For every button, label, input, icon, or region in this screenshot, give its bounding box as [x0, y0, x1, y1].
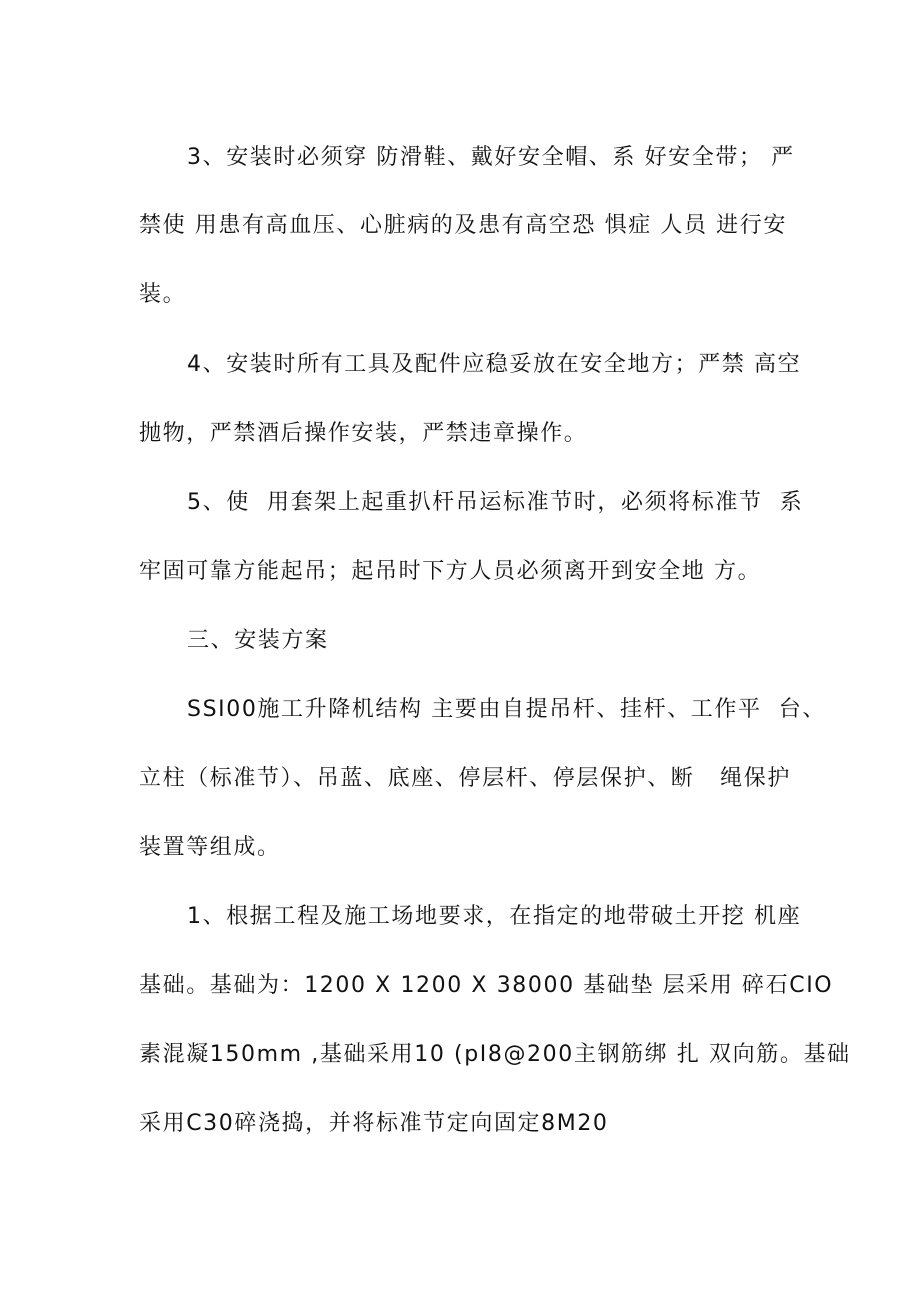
structure-paragraph-line-1: SSI00施工升降机结构 主要由自提吊杆、挂杆、工作平 台、	[187, 697, 826, 722]
paragraph-4-line-1: 4、安装时所有工具及配件应稳妥放在安全地方；严禁 高空	[187, 352, 802, 377]
structure-paragraph-line-3: 装置等组成。	[139, 835, 281, 860]
foundation-paragraph-line-2: 基础。基础为：1200 X 1200 X 38000 基础垫 层采用 碎石CIO	[139, 973, 834, 998]
foundation-paragraph-line-3: 素混凝150mm ,基础采用10 (pI8@200主钢筋绑 扎 双向筋。基础	[139, 1042, 851, 1067]
paragraph-3-line-1: 3、安装时必须穿 防滑鞋、戴好安全帽、系 好安全带； 严	[187, 145, 795, 170]
paragraph-4-line-2: 抛物，严禁酒后操作安装，严禁违章操作。	[139, 421, 588, 446]
foundation-paragraph-line-4: 采用C30碎浇捣，并将标准节定向固定8M20	[139, 1111, 609, 1136]
paragraph-5-line-1: 5、使 用套架上起重扒杆吊运标准节时，必须将标准节 系	[187, 490, 804, 515]
paragraph-3-line-3: 装。	[139, 282, 187, 307]
section-heading: 三、安装方案	[187, 628, 329, 653]
foundation-paragraph-line-1: 1、根据工程及施工场地要求，在指定的地带破土开挖 机座	[187, 904, 802, 929]
structure-paragraph-line-2: 立柱（标准节）、吊蓝、底座、停层杆、停层保护、断 绳保护	[139, 766, 791, 791]
paragraph-3-line-2: 禁使 用患有高血压、心脏病的及患有高空恐 惧症 人员 进行安	[139, 213, 787, 238]
paragraph-5-line-2: 牢固可靠方能起吊；起吊时下方人员必须离开到安全地 方。	[139, 559, 762, 584]
